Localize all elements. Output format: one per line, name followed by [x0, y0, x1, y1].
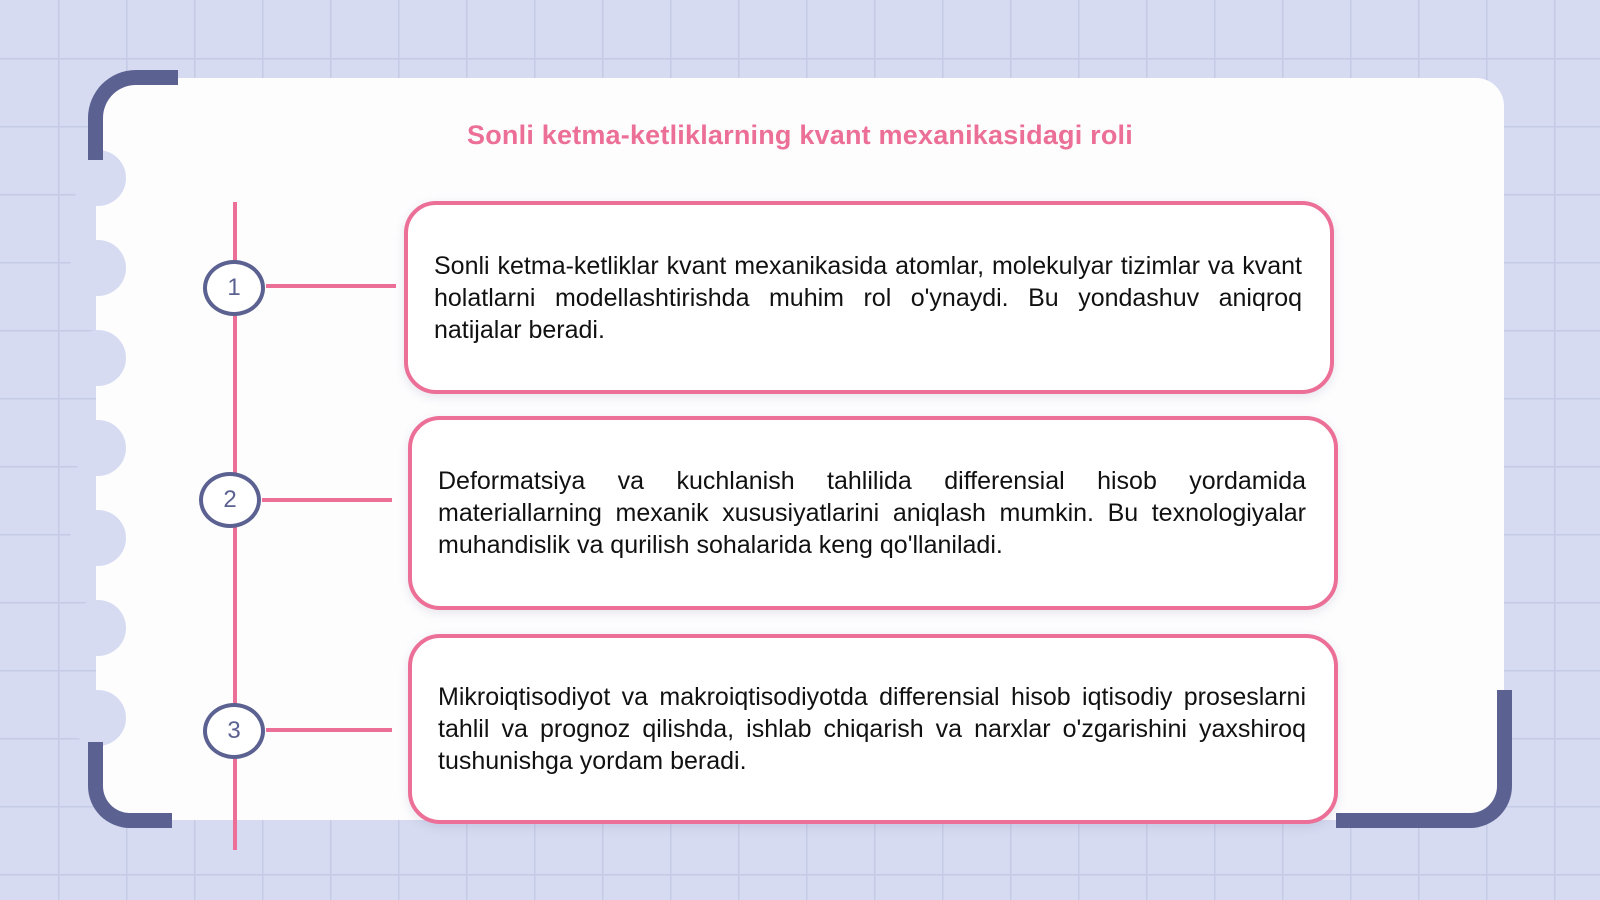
paper-scallop: [70, 690, 126, 746]
timeline-card-text: Mikroiqtisodiyot va makroiqtisodiyotda differensial hisob iqtisodiy proseslarni tahlil va prognoz qilishda, ishlab chiqarish va narxlar o'zgarishini yaxshiroq tushunishga yordam beradi.: [438, 683, 1306, 775]
slide-title: Sonli ketma-ketliklarning kvant mexanikasidagi roli: [467, 120, 1133, 150]
timeline-card-2: [408, 416, 1338, 610]
paper-scallop: [70, 330, 126, 386]
timeline-node-3: 3: [203, 703, 265, 759]
timeline-connector: [266, 728, 392, 732]
timeline-card-1: [404, 201, 1334, 394]
timeline-node-1: 1: [203, 260, 265, 316]
timeline-card-text: Sonli ketma-ketliklar kvant mexanikasida atomlar, molekulyar tizimlar va kvant holatlarni modellashtirishda muhim rol o'ynaydi. Bu yondashuv aniqroq natijalar beradi.: [434, 251, 1302, 344]
corner-bracket-bottom-left: [88, 742, 172, 828]
paper-scallop: [70, 600, 126, 656]
paper-scallop: [70, 240, 126, 296]
paper-scallop: [70, 420, 126, 476]
timeline-connector: [262, 498, 392, 502]
paper-scallop: [70, 510, 126, 566]
timeline-card-text: Deformatsiya va kuchlanish tahlilida differensial hisob yordamida materiallarning mexanik xususiyatlarini aniqlash mumkin. Bu texnologiyalar muhandislik va qurilish sohalarida keng qo'llaniladi.: [438, 467, 1306, 559]
timeline-card-3: [408, 634, 1338, 824]
corner-bracket-bottom-right: [1336, 690, 1512, 828]
timeline-node-2: 2: [199, 472, 261, 528]
timeline-connector: [266, 284, 396, 288]
